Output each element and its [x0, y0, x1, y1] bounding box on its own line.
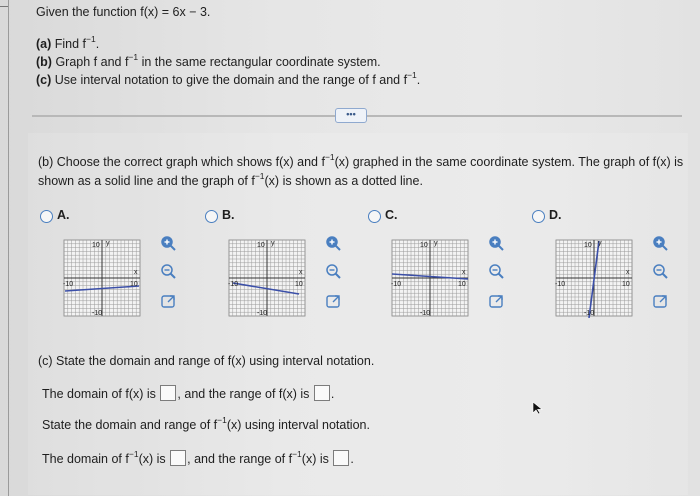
- y-axis-label: y: [271, 240, 275, 247]
- part-b-q2b: (x) is shown as a dotted line.: [264, 174, 423, 188]
- option-label-b: B.: [222, 208, 235, 222]
- part-a-end: .: [95, 37, 100, 51]
- x-tick-label-neg: -10: [228, 281, 239, 288]
- part-b-text2: in the same rectangular coordinate system.: [141, 55, 381, 69]
- x-tick-label-neg: -10: [555, 281, 566, 288]
- x-tick-label: 10: [130, 281, 138, 288]
- x-axis-label: x: [462, 269, 466, 276]
- option-graph-d[interactable]: [554, 238, 634, 318]
- x-tick-label: 10: [622, 281, 630, 288]
- f-range-prefix: , and the range of f(x) is: [177, 387, 310, 401]
- x-tick-label-neg: -10: [391, 281, 402, 288]
- part-c-label: (c): [36, 73, 52, 87]
- cursor-icon: [532, 401, 544, 415]
- part-b-label: (b): [36, 55, 52, 69]
- option-radio-d[interactable]: [532, 210, 545, 223]
- inv-domain-sup: −1: [128, 449, 139, 459]
- inv-end: .: [350, 452, 354, 466]
- x-tick-label: 10: [295, 281, 303, 288]
- inverse-domain-range-line: [42, 450, 354, 466]
- y-tick-label: 10: [92, 242, 100, 249]
- f-domain-input[interactable]: [160, 385, 176, 401]
- part-b-q2-sup: −1: [254, 171, 265, 181]
- x-axis-label: x: [134, 269, 138, 276]
- expand-icon[interactable]: [325, 293, 342, 310]
- part-b-q1a: (b) Choose the correct graph which shows f(x) and f: [38, 155, 325, 169]
- part-a-label: (a): [36, 37, 52, 51]
- inv-heading-b: (x) using interval notation.: [226, 418, 370, 432]
- part-b-question-line2: [38, 171, 423, 188]
- x-axis-label: x: [299, 269, 303, 276]
- y-tick-label: 10: [420, 242, 428, 249]
- part-b-q1b: (x) graphed in the same coordinate system. The graph of f(x) is: [334, 155, 684, 169]
- option-graph-b[interactable]: [227, 238, 307, 318]
- inverse-heading: [42, 415, 370, 432]
- option-radio-b[interactable]: [205, 210, 218, 223]
- part-a-sup: −1: [86, 34, 96, 44]
- zoom-in-icon[interactable]: [652, 235, 669, 252]
- option-label-d: D.: [549, 208, 562, 222]
- expand-icon[interactable]: [652, 293, 669, 310]
- y-tick-label-neg: -10: [584, 310, 595, 317]
- inv-heading-a: State the domain and range of f: [42, 418, 218, 432]
- left-tick: [0, 6, 8, 7]
- left-border: [8, 0, 9, 496]
- y-axis-label: y: [598, 240, 602, 247]
- expand-icon[interactable]: [160, 293, 177, 310]
- y-axis-label: y: [106, 240, 110, 247]
- part-b-sup: −1: [128, 52, 139, 62]
- inv-heading-sup: −1: [217, 415, 227, 425]
- f-range-input[interactable]: [314, 385, 330, 401]
- part-c-line: [36, 70, 421, 87]
- y-tick-label-neg: -10: [257, 310, 268, 317]
- y-tick-label: 10: [584, 242, 592, 249]
- option-graph-a[interactable]: [62, 238, 142, 318]
- part-b-text1: Graph f and f: [55, 55, 129, 69]
- x-axis-label: x: [626, 269, 630, 276]
- y-axis-label: y: [434, 240, 438, 247]
- x-tick-label-neg: -10: [63, 281, 74, 288]
- problem-intro: Given the function f(x) = 6x − 3.: [36, 5, 211, 19]
- inv-range-b: (x) is: [301, 452, 329, 466]
- inv-range-sup: −1: [292, 449, 302, 459]
- option-radio-c[interactable]: [368, 210, 381, 223]
- f-end: .: [330, 387, 335, 401]
- f-domain-prefix: The domain of f(x) is: [42, 387, 156, 401]
- y-tick-label-neg: -10: [420, 310, 431, 317]
- part-c-sup: −1: [407, 70, 417, 80]
- f-domain-range-line: [42, 385, 334, 401]
- option-radio-a[interactable]: [40, 210, 53, 223]
- inv-domain-a: The domain of f: [42, 452, 129, 466]
- option-label-c: C.: [385, 208, 398, 222]
- part-b-line: [36, 52, 381, 69]
- zoom-out-icon[interactable]: [160, 263, 177, 280]
- zoom-in-icon[interactable]: [160, 235, 177, 252]
- part-a-line: [36, 34, 100, 51]
- inv-domain-input[interactable]: [170, 450, 186, 466]
- part-c-text: Use interval notation to give the domain and the range of f and f: [54, 73, 408, 87]
- inv-domain-b: (x) is: [138, 452, 166, 466]
- part-c-end: .: [416, 73, 421, 87]
- zoom-out-icon[interactable]: [325, 263, 342, 280]
- inv-range-a: , and the range of f: [187, 452, 293, 466]
- option-label-a: A.: [57, 208, 70, 222]
- inv-range-input[interactable]: [333, 450, 349, 466]
- zoom-out-icon[interactable]: [488, 263, 505, 280]
- y-tick-label-neg: -10: [92, 310, 103, 317]
- part-a-text: Find f: [54, 37, 87, 51]
- zoom-out-icon[interactable]: [652, 263, 669, 280]
- part-b-q2a: shown as a solid line and the graph of f: [38, 174, 255, 188]
- x-tick-label: 10: [458, 281, 466, 288]
- zoom-in-icon[interactable]: [325, 235, 342, 252]
- zoom-in-icon[interactable]: [488, 235, 505, 252]
- part-b-q1-sup: −1: [324, 152, 335, 162]
- part-c-heading: (c) State the domain and range of f(x) using interval notation.: [38, 354, 375, 368]
- expand-icon[interactable]: [488, 293, 505, 310]
- part-b-question-line1: [38, 152, 684, 169]
- more-button[interactable]: •••: [335, 108, 367, 123]
- option-graph-c[interactable]: [390, 238, 470, 318]
- y-tick-label: 10: [257, 242, 265, 249]
